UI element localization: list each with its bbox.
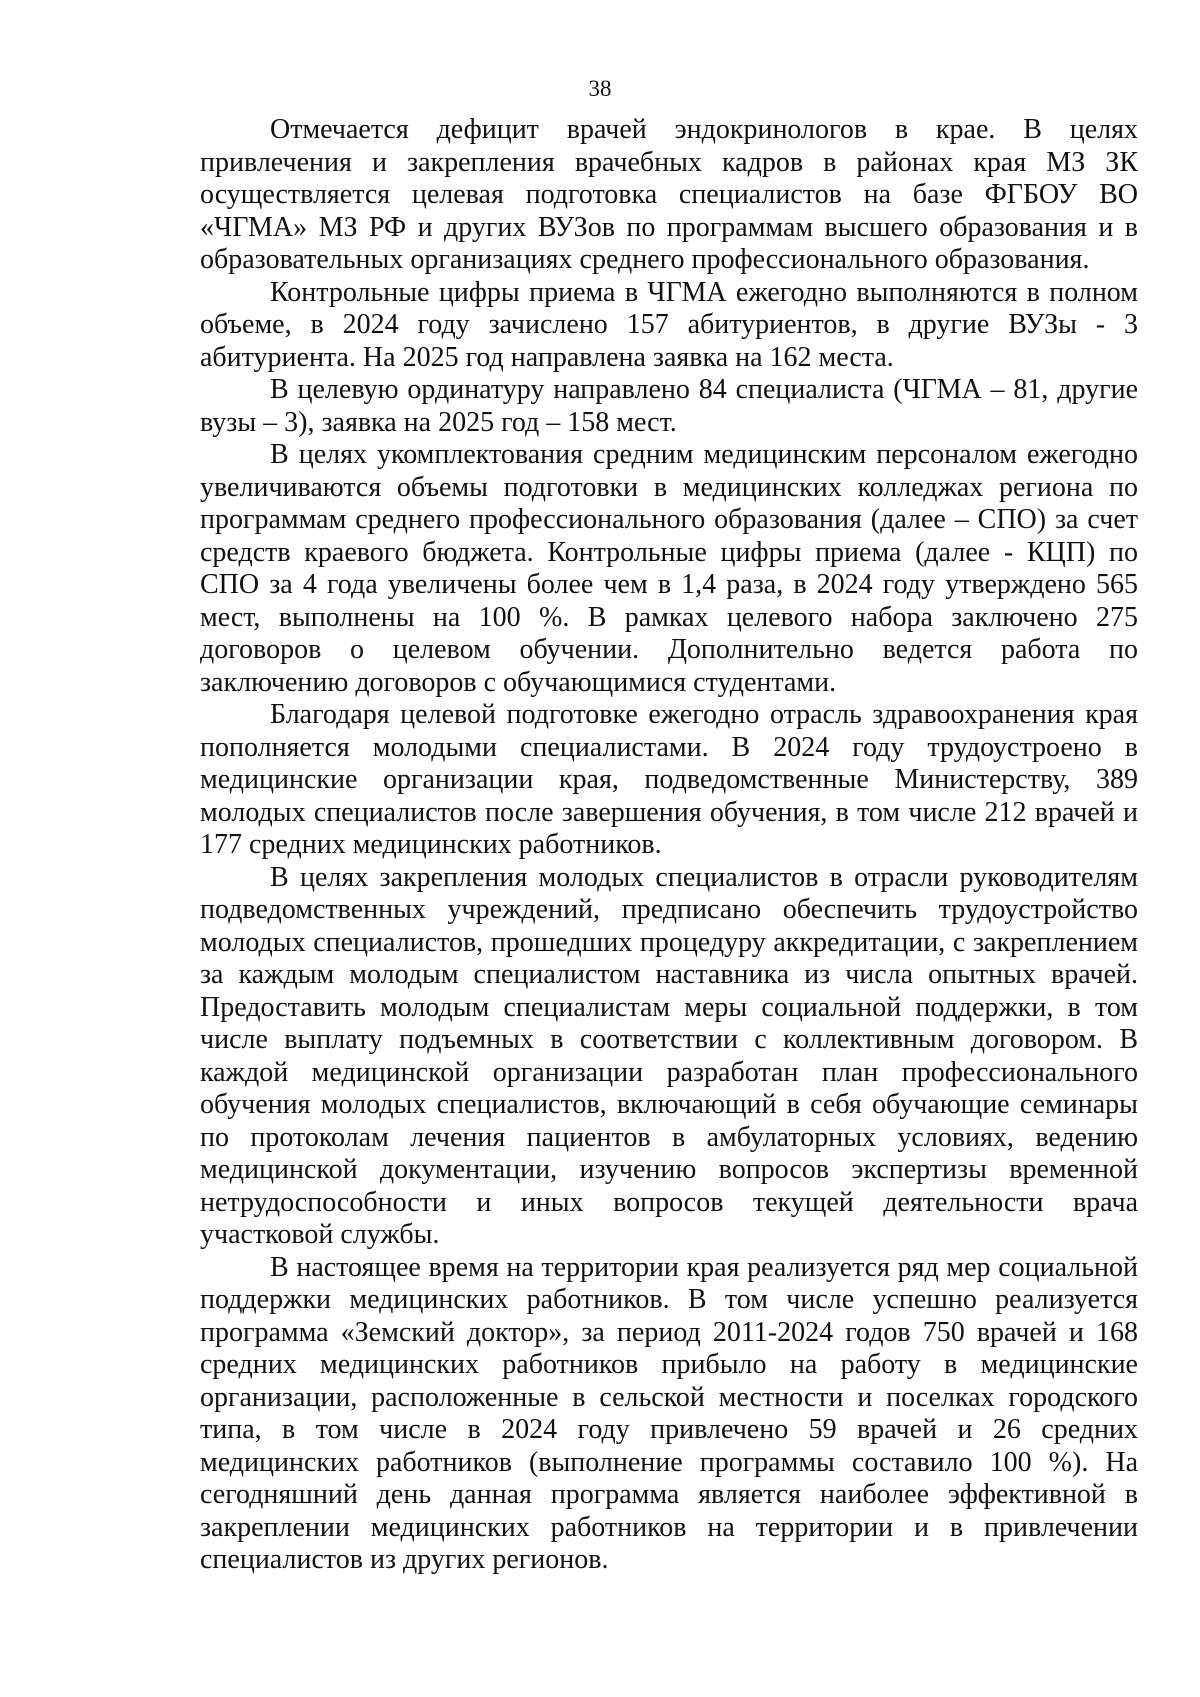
paragraph-admission-figures: Контрольные цифры приема в ЧГМА ежегодно выполняются в полном объеме, в 2024 году зачислено 157 абитуриентов, в другие ВУЗы - 3 абитуриента. На 2025 год направлена заявка на 162 места.	[200, 276, 1138, 373]
paragraph-young-specialists-employment: Благодаря целевой подготовке ежегодно отрасль здравоохранения края пополняется молодыми специалистами. В 2024 году трудоустроено в медицинские организации края, подведомственные Министерству, 389 молодых специалистов после завершения обучения, в том числе 212 врачей и 177 средних медицинских работников.	[200, 699, 1138, 860]
document-body	[200, 114, 1138, 1577]
paragraph-nursing-staff-training: В целях укомплектования средним медицинским персоналом ежегодно увеличиваются объемы подготовки в медицинских колледжах региона по программам среднего профессионального образования (далее – СПО) за счет средств краевого бюджета. Контрольные цифры приема (далее - КЦП) по СПО за 4 года увеличены более чем в 1,4 раза, в 2024 году утверждено 565 мест, выполнены на 100 %. В рамках целевого набора заключено 275 договоров о целевом обучении. Дополнительно ведется работа по заключению договоров с обучающимися студентами.	[200, 439, 1138, 698]
paragraph-zemsky-doctor-program: В настоящее время на территории края реализуется ряд мер социальной поддержки медицинских работников. В том числе успешно реализуется программа «Земский доктор», за период 2011-2024 годов 750 врачей и 168 средних медицинских работников прибыло на работу в медицинские организации, расположенные в сельской местности и поселках городского типа, в том числе в 2024 году привлечено 59 врачей и 26 средних медицинских работников (выполнение программы составило 100 %). На сегодняшний день данная программа является наиболее эффективной в закреплении медицинских работников на территории и в привлечении специалистов из других регионов.	[200, 1251, 1138, 1575]
page-number: 38	[588, 76, 612, 101]
paragraph-targeted-residency: В целевую ординатуру направлено 84 специалиста (ЧГМА – 81, другие вузы – 3), заявка на 2025 год – 158 мест.	[200, 374, 1138, 438]
paragraph-endocrinologist-deficit: Отмечается дефицит врачей эндокринологов в крае. В целях привлечения и закрепления врачебных кадров в районах края МЗ ЗК осуществляется целевая подготовка специалистов на базе ФГБОУ ВО «ЧГМА» МЗ РФ и других ВУЗов по программам высшего образования и в образовательных организациях среднего профессионального образования.	[200, 114, 1138, 275]
paragraph-retention-measures: В целях закрепления молодых специалистов в отрасли руководителям подведомственных учреждений, предписано обеспечить трудоустройство молодых специалистов, прошедших процедуру аккредитации, с закреплением за каждым молодым специалистом наставника из числа опытных врачей. Предоставить молодым специалистам меры социальной поддержки, в том числе выплату подъемных в соответствии с коллективным договором. В каждой медицинской организации разработан план профессионального обучения молодых специалистов, включающий в себя обучающие семинары по протоколам лечения пациентов в амбулаторных условиях, ведению медицинской документации, изучению вопросов экспертизы временной нетрудоспособности и иных вопросов текущей деятельности врача участковой службы.	[200, 861, 1138, 1250]
